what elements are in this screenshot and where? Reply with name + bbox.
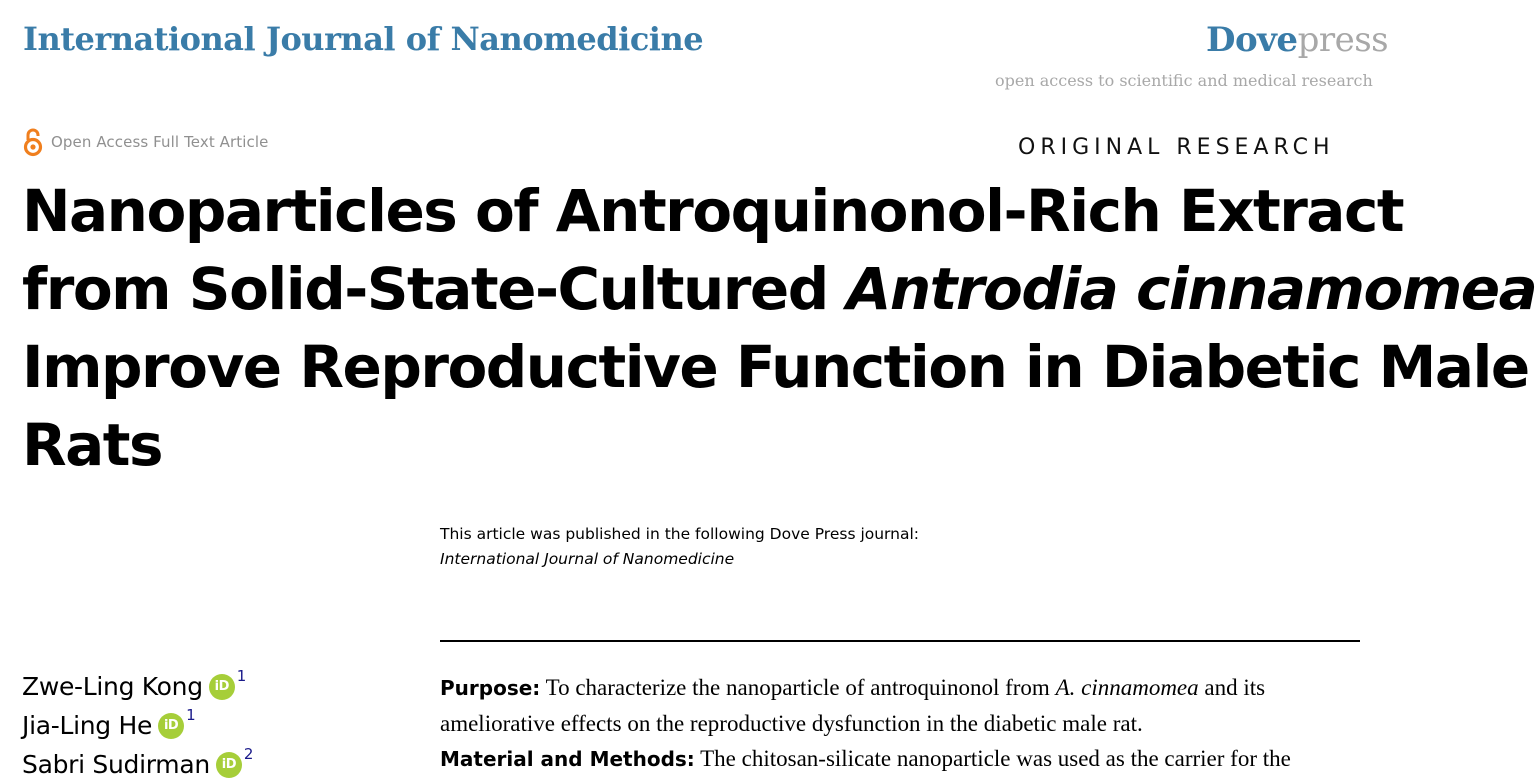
article-title <box>22 172 1536 484</box>
open-access-label: Open Access Full Text Article <box>51 133 269 151</box>
publisher-tagline: open access to scientific and medical research <box>995 71 1373 90</box>
abstract-purpose-species: A. cinnamomea <box>1055 675 1199 700</box>
abstract-methods-text: The chitosan-silicate nanoparticle was used as the carrier for the <box>694 746 1291 771</box>
title-line-2-text: from Solid-State-Cultured <box>22 255 847 323</box>
affiliation-number[interactable]: 1 <box>236 667 247 685</box>
title-line-2 <box>22 250 1536 328</box>
title-line-1: Nanoparticles of Antroquinonol-Rich Extract <box>22 177 1404 245</box>
author-list <box>22 667 322 784</box>
article-type: ORIGINAL RESEARCH <box>1018 135 1335 160</box>
abstract-purpose-continued: ameliorative effects on the reproductive dysfunction in the diabetic male rat. <box>440 711 1143 736</box>
affiliation-number[interactable]: 1 <box>186 706 196 724</box>
publication-note-text: This article was published in the following Dove Press journal: <box>440 525 920 543</box>
orcid-icon[interactable]: iD <box>216 752 242 778</box>
author-name[interactable]: Jia-Ling He <box>22 711 153 740</box>
publication-note-journal[interactable]: International Journal of Nanomedicine <box>440 550 735 568</box>
abstract-purpose <box>440 670 1360 706</box>
orcid-icon[interactable]: iD <box>209 674 235 700</box>
abstract-purpose-text: To characterize the nanoparticle of antroquinonol from <box>540 675 1056 700</box>
author-item <box>22 706 322 745</box>
abstract-purpose-heading: Purpose: <box>440 676 541 700</box>
affiliation-number[interactable]: 2 <box>243 745 254 763</box>
abstract-methods-heading: Material and Methods: <box>440 747 695 771</box>
publication-note <box>440 522 919 572</box>
title-line-3: Improve Reproductive Function in Diabetic Male <box>22 333 1529 401</box>
author-item <box>22 745 322 784</box>
orcid-icon[interactable]: iD <box>158 713 184 739</box>
abstract-methods <box>440 741 1360 777</box>
author-name[interactable]: Sabri Sudirman <box>22 750 210 779</box>
author-name[interactable]: Zwe-Ling Kong <box>22 672 203 701</box>
title-species: Antrodia cinnamomea <box>846 255 1536 323</box>
abstract-purpose-text-end: and its <box>1198 675 1266 700</box>
abstract <box>440 670 1360 777</box>
publisher-logo-dove: Dove <box>1206 20 1298 60</box>
open-access-badge <box>23 127 269 157</box>
publisher-logo[interactable] <box>1206 20 1388 60</box>
publisher-logo-press: press <box>1297 20 1389 60</box>
open-access-lock-icon <box>23 127 43 157</box>
section-divider <box>440 640 1360 642</box>
journal-name: International Journal of Nanomedicine <box>23 20 704 58</box>
author-item <box>22 667 322 706</box>
title-line-4: Rats <box>22 411 163 479</box>
